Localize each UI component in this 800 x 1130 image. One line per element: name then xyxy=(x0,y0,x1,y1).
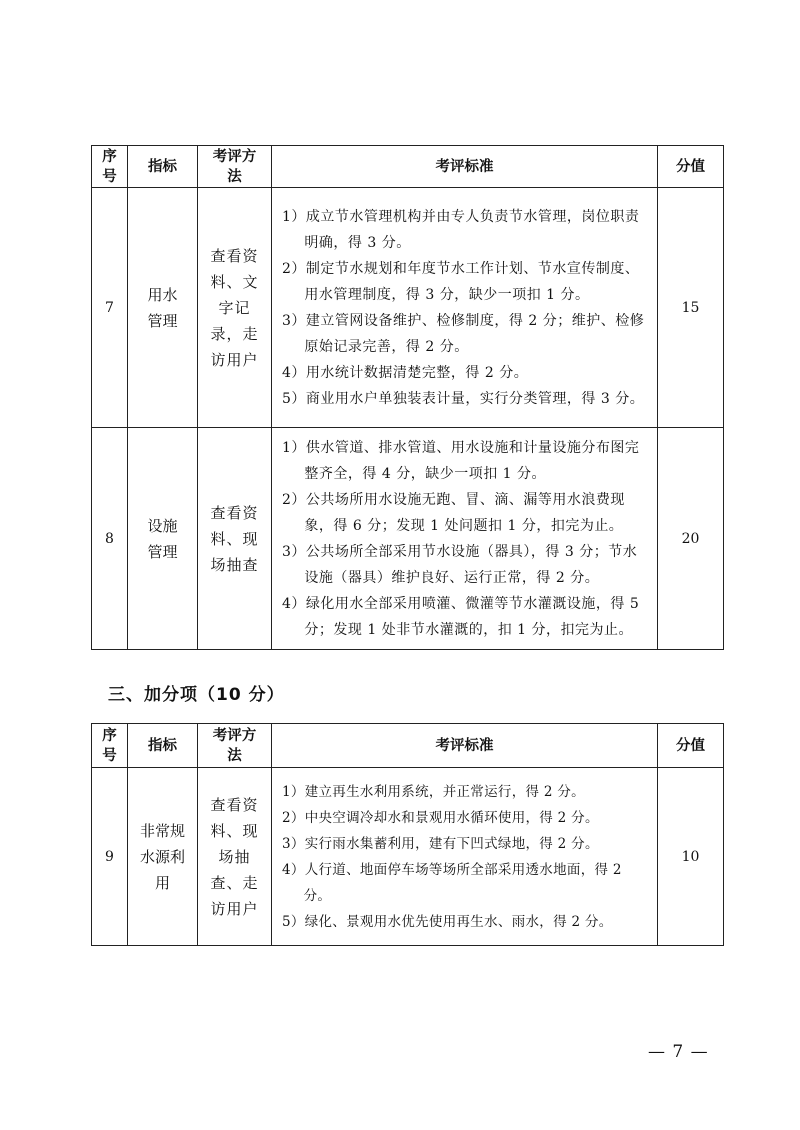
standard-item: 2）制定节水规划和年度节水工作计划、节水宣传制度、用水管理制度，得 3 分，缺少一项扣 1 分。 xyxy=(282,260,640,303)
header-indicator: 指标 xyxy=(128,146,198,188)
row-indicator: 设施管理 xyxy=(128,428,198,650)
row-score: 10 xyxy=(658,768,724,946)
standard-item: 4）绿化用水全部采用喷灌、微灌等节水灌溉设施，得 5 分；发现 1 处非节水灌溉的，扣 1 分，扣完为止。 xyxy=(282,595,640,638)
row-seq: 7 xyxy=(92,188,128,428)
evaluation-table-2 xyxy=(91,723,724,946)
page-number: — 7 — xyxy=(648,1042,709,1062)
table-header-row xyxy=(92,146,724,188)
row-method: 查看资料、文字记录，走访用户 xyxy=(198,188,272,428)
header-method: 考评方法 xyxy=(198,724,272,768)
section-title: 三、加分项（10 分） xyxy=(108,685,285,705)
standard-item: 1）成立节水管理机构并由专人负责节水管理，岗位职责明确，得 3 分。 xyxy=(282,208,640,251)
evaluation-table-1 xyxy=(91,145,724,650)
row-standard xyxy=(272,428,658,650)
header-standard: 考评标准 xyxy=(272,146,658,188)
standard-item: 5）商业用水户单独装表计量，实行分类管理，得 3 分。 xyxy=(282,390,645,407)
standard-item: 3）建立管网设备维护、检修制度，得 2 分；维护、检修原始记录完善，得 2 分。 xyxy=(282,312,645,355)
row-score: 15 xyxy=(658,188,724,428)
header-seq: 序号 xyxy=(92,724,128,768)
standard-item: 2）公共场所用水设施无跑、冒、滴、漏等用水浪费现象，得 6 分；发现 1 处问题扣 1 分，扣完为止。 xyxy=(282,491,625,534)
header-score: 分值 xyxy=(658,724,724,768)
row-method: 查看资料、现场抽查 xyxy=(198,428,272,650)
standard-item: 2）中央空调冷却水和景观用水循环使用，得 2 分。 xyxy=(282,809,599,826)
header-indicator: 指标 xyxy=(128,724,198,768)
row-seq: 9 xyxy=(92,768,128,946)
row-standard xyxy=(272,768,658,946)
row-indicator: 用水管理 xyxy=(128,188,198,428)
row-seq: 8 xyxy=(92,428,128,650)
standard-item: 5）绿化、景观用水优先使用再生水、雨水，得 2 分。 xyxy=(282,913,613,930)
row-score: 20 xyxy=(658,428,724,650)
row-method: 查看资料、现场抽查、走访用户 xyxy=(198,768,272,946)
header-seq: 序号 xyxy=(92,146,128,188)
standard-item: 1）供水管道、排水管道、用水设施和计量设施分布图完整齐全，得 4 分，缺少一项扣 1 分。 xyxy=(282,439,640,482)
row-standard xyxy=(272,188,658,428)
standard-item: 3）实行雨水集蓄利用，建有下凹式绿地，得 2 分。 xyxy=(282,835,599,852)
standard-item: 1）建立再生水利用系统，并正常运行，得 2 分。 xyxy=(282,783,585,800)
standard-item: 4）人行道、地面停车场等场所全部采用透水地面，得 2 分。 xyxy=(282,861,622,904)
standard-item: 4）用水统计数据清楚完整，得 2 分。 xyxy=(282,364,529,381)
table-header-row xyxy=(92,724,724,768)
header-method: 考评方法 xyxy=(198,146,272,188)
table-row xyxy=(92,428,724,650)
table-row xyxy=(92,188,724,428)
standard-item: 3）公共场所全部采用节水设施（器具），得 3 分；节水设施（器具）维护良好、运行正常，得 2 分。 xyxy=(282,543,638,586)
header-score: 分值 xyxy=(658,146,724,188)
header-standard: 考评标准 xyxy=(272,724,658,768)
table-row xyxy=(92,768,724,946)
row-indicator: 非常规水源利用 xyxy=(128,768,198,946)
